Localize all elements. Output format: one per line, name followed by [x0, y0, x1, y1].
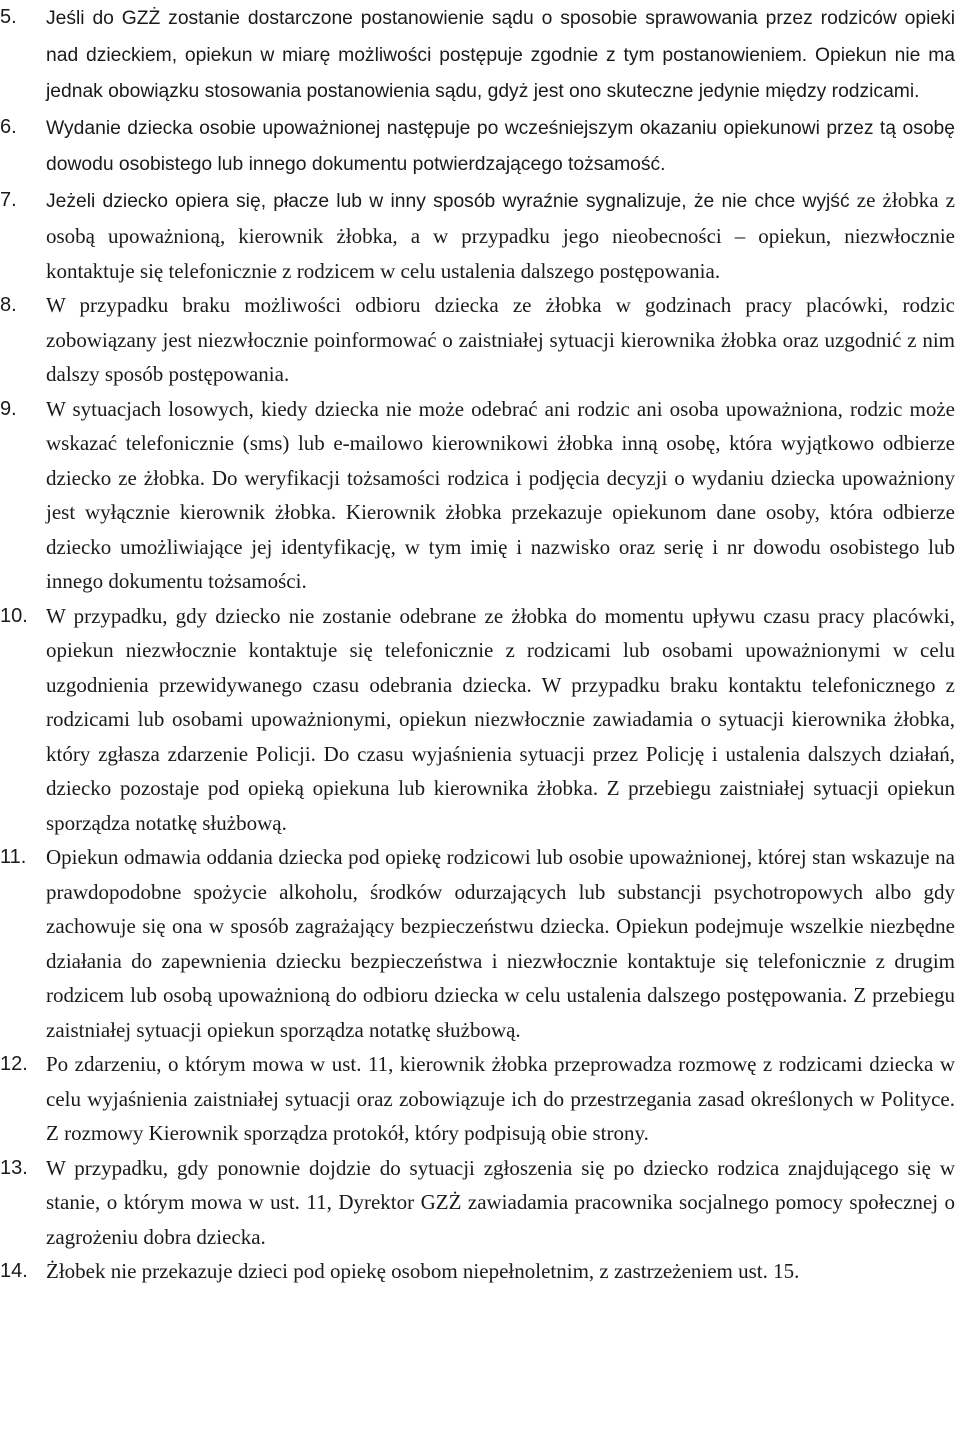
item-number: 7. — [0, 188, 17, 211]
list-item-14 — [0, 1254, 955, 1289]
list-item-9 — [0, 392, 955, 599]
text-segment: Wydanie dziecka osobie upoważnionej następuje po wcześniejszym okazaniu opiekunowi przez tą osobę dowodu osobistego lub innego dokumentu potwierdzającego tożsamość. — [46, 117, 955, 175]
item-text — [46, 1254, 955, 1289]
text-segment: Jeżeli dziecko opiera się, płacze lub w inny sposób wyraźnie sygnalizuje, że nie chce wyjść — [46, 190, 850, 212]
list-item-6 — [0, 110, 955, 183]
item-number: 11. — [0, 846, 27, 868]
text-segment: Opiekun odmawia oddania dziecka pod opiekę rodzicowi lub osobie upoważnionej, której stan wskazuje na prawdopodobne spożycie alkoholu, środków odurzających lub substancji psychotropowych albo gdy zachowuje się ona w sposób zagrażający bezpieczeństwu dziecka. Opiekun podejmuje wszelkie niezbędne działania do zapewnienia dziecku bezpieczeństwa i niezwłocznie kontaktuje się telefonicznie z drugim rodzicem lub osobą upoważnioną do odbioru dziecka w celu ustalenia dalszego postępowania. Z przebiegu zaistniałej sytuacji opiekun sporządza notatkę służbową. — [46, 845, 955, 1042]
list-item-10 — [0, 599, 955, 841]
list-item-7 — [0, 183, 955, 289]
item-text — [46, 392, 955, 599]
item-text — [46, 0, 955, 110]
text-segment: W przypadku braku możliwości odbioru dziecka ze żłobka w godzinach pracy placówki, rodzic zobowiązany jest niezwłocznie poinformować o zaistniałej sytuacji kierownika żłobka oraz uzgodnić z nim dalszy sposób postępowania. — [46, 293, 955, 386]
item-number: 14. — [0, 1260, 28, 1282]
text-segment: W przypadku, gdy dziecko nie zostanie odebrane ze żłobka do momentu upływu czasu pracy placówki, opiekun niezwłocznie kontaktuje się telefonicznie z rodzicami lub osobami upoważnionymi w celu uzgodnienia przewidywanego czasu odebrania dziecka. W przypadku braku kontaktu telefonicznego z rodzicami lub osobami upoważnionymi, opiekun niezwłocznie zawiadamia o sytuacji kierownika żłobka, który zgłasza zdarzenie Policji. Do czasu wyjaśnienia sytuacji przez Policję i ustalenia dalszych działań, dziecko pozostaje pod opieką opiekuna lub kierownika żłobka. Z przebiegu zaistniałej sytuacji opiekun sporządza notatkę służbową. — [46, 603, 955, 835]
list-item-12 — [0, 1047, 955, 1151]
item-number: 8. — [0, 294, 17, 316]
item-number: 9. — [0, 397, 17, 420]
item-text — [46, 1047, 955, 1151]
list-item-5 — [0, 0, 955, 110]
item-text — [46, 840, 955, 1047]
item-number: 6. — [0, 115, 17, 138]
list-item-11 — [0, 840, 955, 1047]
item-text — [46, 1151, 955, 1255]
text-segment: W sytuacjach losowych, kiedy dziecka nie może odebrać ani rodzic ani osoba upoważniona, rodzic może wskazać telefonicznie (sms) lub e-mailowo kierownikowi żłobka inną osobę, która wyjątkowo odbierze dziecko ze żłobka. Do weryfikacji tożsamości rodzica i podjęcia decyzji o wydaniu dziecka upoważniony jest wyłącznie kierownik żłobka. Kierownik żłobka przekazuje opiekunom dane osoby, która odbierze dziecko umożliwiające jej identyfikację, w tym imię i nazwisko oraz serię i nr dowodu osobistego lub innego dokumentu tożsamości. — [46, 396, 955, 593]
item-number: 5. — [0, 6, 17, 28]
item-text — [46, 599, 955, 841]
item-number: 10. — [0, 604, 28, 627]
item-number: 13. — [0, 1156, 28, 1179]
text-segment: ze żłobka z osobą upoważnioną, kierownik żłobka, a w przypadku jego nieobecności – opiekun, niezwłocznie kontaktuje się telefonicznie z rodzicem w celu ustalenia dalszego postępowania. — [46, 187, 955, 283]
list-item-8 — [0, 288, 955, 392]
item-text — [46, 110, 955, 183]
text-segment: Po zdarzeniu, o którym mowa w ust. 11, kierownik żłobka przeprowadza rozmowę z rodzicami dziecka w celu wyjaśnienia zaistniałej sytuacji oraz zobowiązuje ich do przestrzegania zasad określonych w Polityce. Z rozmowy Kierownik sporządza protokół, który podpisują obie strony. — [46, 1052, 955, 1145]
text-segment: Jeśli do GZŻ zostanie dostarczone postanowienie sądu o sposobie sprawowania przez rodziców opieki nad dzieckiem, opiekun w miarę możliwości postępuje zgodnie z tym postanowieniem. Opiekun nie ma jednak obowiązku stosowania postanowienia sądu, gdyż jest ono skuteczne jedynie między rodzicami. — [46, 8, 955, 102]
item-text — [46, 183, 955, 289]
item-text — [46, 288, 955, 392]
text-segment: Żłobek nie przekazuje dzieci pod opiekę osobom niepełnoletnim, z zastrzeżeniem ust. 15. — [46, 1259, 800, 1283]
text-segment: W przypadku, gdy ponownie dojdzie do sytuacji zgłoszenia się po dziecko rodzica znajdującego się w stanie, o którym mowa w ust. 11, Dyrektor GZŻ zawiadamia pracownika socjalnego pomocy społecznej o zagrożeniu dobra dziecka. — [46, 1155, 955, 1249]
list-item-13 — [0, 1151, 955, 1255]
item-number: 12. — [0, 1053, 28, 1075]
